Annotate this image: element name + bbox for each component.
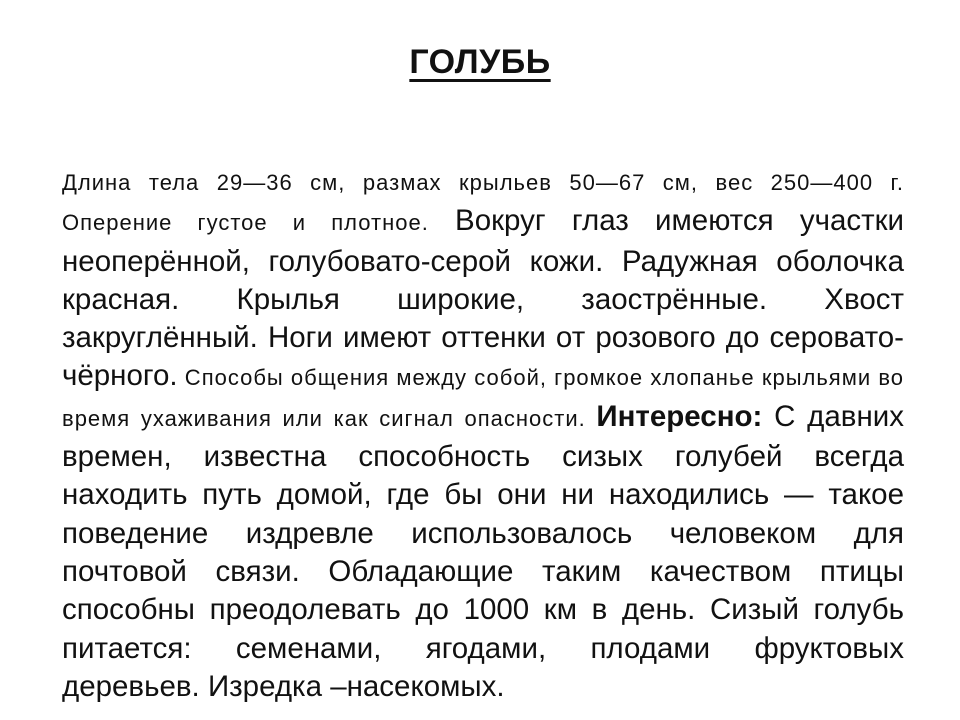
slide-title-text: ГОЛУБЬ — [409, 43, 551, 81]
communication-text: Способы общения между собой, громкое хлопанье крыльями во время ухаживания или как сигнал опасности. — [62, 365, 904, 431]
description-text: Вокруг глаз имеются участки неоперённой, голубовато-серой кожи. Радужная оболочка красная. Крылья широкие, заострённые. Хвост закруглённый. Ноги имеют оттенки от розового до серовато-чёрного. — [62, 204, 904, 393]
interesting-label: Интересно: — [596, 399, 763, 433]
interesting-text: С давних времен, известна способность сизых голубей всегда находить путь домой, где бы они ни находились — такое поведение издревле использовалось человеком для почтовой связи. Обладающие таким качеством птицы способны преодолевать до 1000 км в день. Сизый голубь питается: семенами, ягодами, плодами фруктовых деревьев. Изредка –насекомых. — [62, 399, 904, 703]
slide-body — [62, 162, 904, 706]
slide-title — [0, 40, 960, 84]
intro-text: Длина тела 29—36 см, размах крыльев 50—67 см, вес 250—400 г. Оперение густое и плотное. — [62, 170, 904, 236]
